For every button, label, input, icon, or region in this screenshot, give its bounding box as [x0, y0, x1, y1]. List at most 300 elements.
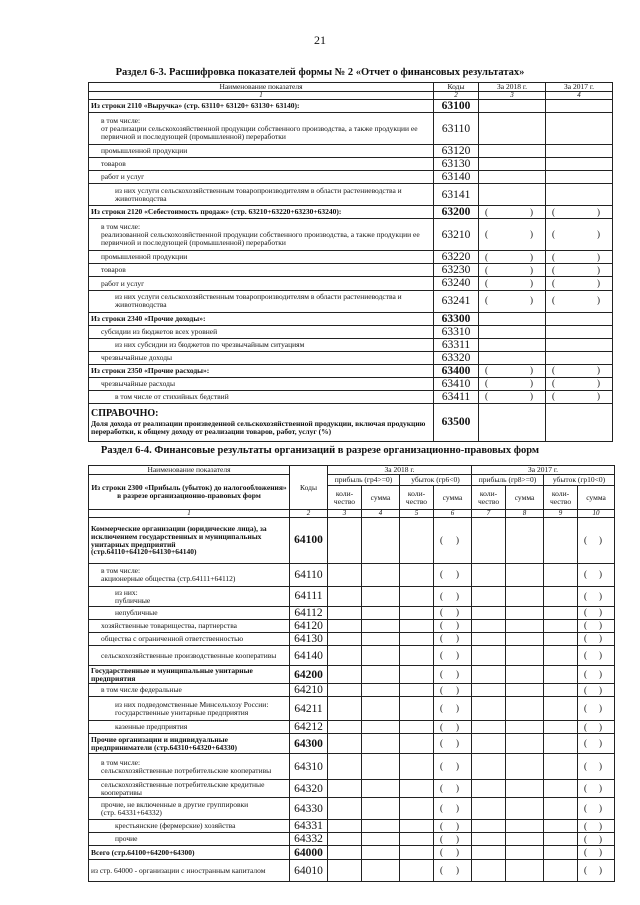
profit-2018-count [328, 721, 362, 734]
value-2017 [546, 377, 613, 390]
paren-close: ) [597, 251, 600, 262]
profit-2018-sum [362, 697, 400, 721]
paren-open: ( [584, 607, 588, 618]
paren-close: ) [456, 703, 460, 714]
profit-2017-count [472, 846, 506, 860]
profit-2018-count [328, 820, 362, 833]
profit-2018-sum [362, 587, 400, 607]
value-2017 [546, 364, 613, 377]
profit-2018-sum [362, 846, 400, 860]
paren-open: ( [552, 391, 555, 402]
loss-2018-sum [434, 754, 472, 780]
row-label: в том числе: акционерные общества (стр.64111+64112) [89, 564, 290, 587]
paren-open: ( [584, 820, 588, 831]
table-row [89, 697, 615, 721]
loss-2017-sum [578, 820, 615, 833]
row-code: 63140 [434, 171, 479, 184]
table-row [89, 113, 613, 145]
table-row [89, 780, 615, 798]
loss-2017-count [544, 721, 578, 734]
paren-close: ) [530, 264, 533, 275]
table-row [89, 684, 615, 697]
paren-open: ( [440, 847, 443, 858]
value-2018 [479, 100, 546, 113]
row-label: Всего (стр.64100+64200+64300) [89, 846, 290, 860]
section-6-3-title: Раздел 6-3. Расшифровка показателей формы № 2 «Отчет о финансовых результатах» [115, 67, 525, 78]
header-profit-2017: прибыль (гр8>=0) [472, 475, 544, 486]
table-row [89, 206, 613, 219]
value-2017 [546, 277, 613, 290]
value-2018 [479, 290, 546, 312]
profit-2018-sum [362, 721, 400, 734]
row-code: 63230 [434, 264, 479, 277]
row-label: промышленной продукции [89, 251, 434, 264]
value-2018 [479, 325, 546, 338]
loss-2018-count [400, 607, 434, 620]
profit-2018-sum [362, 754, 400, 780]
paren-open: ( [552, 251, 555, 262]
value-2018 [479, 277, 546, 290]
value-2017 [546, 100, 613, 113]
profit-2018-count [328, 587, 362, 607]
loss-2017-sum [578, 564, 615, 587]
table-row [89, 846, 615, 860]
paren-close: ) [597, 378, 600, 389]
loss-2018-sum [434, 607, 472, 620]
table-row [89, 860, 615, 882]
row-label: Из строки 2350 «Прочие расходы»: [89, 364, 434, 377]
paren-close: ) [599, 721, 603, 732]
profit-2017-count [472, 820, 506, 833]
header-name: Наименование показателя [89, 466, 290, 475]
paren-open: ( [584, 703, 588, 714]
value-2017 [546, 251, 613, 264]
loss-2017-count [544, 684, 578, 697]
loss-2017-sum [578, 860, 615, 882]
loss-2018-count [400, 721, 434, 734]
paren-open: ( [552, 277, 555, 288]
paren-open: ( [584, 620, 588, 631]
row-label: работ и услуг [89, 277, 434, 290]
loss-2018-sum [434, 564, 472, 587]
value-2017 [546, 403, 613, 441]
profit-2018-count [328, 734, 362, 754]
table-row [89, 633, 615, 646]
paren-open: ( [440, 633, 443, 644]
paren-open: ( [584, 534, 588, 545]
row-label: промышленной продукции [89, 145, 434, 158]
profit-2018-sum [362, 734, 400, 754]
profit-2017-sum [506, 780, 544, 798]
header-count: коли- чество [328, 486, 362, 510]
profit-2017-count [472, 780, 506, 798]
paren-open: ( [485, 277, 488, 288]
profit-2017-sum [506, 646, 544, 666]
paren-open: ( [584, 761, 588, 772]
profit-2017-sum [506, 587, 544, 607]
colnum: 1 [89, 510, 290, 518]
row-code: 63200 [434, 206, 479, 219]
colnum: 3 [479, 92, 546, 100]
table-row [89, 754, 615, 780]
paren-close: ) [599, 820, 603, 831]
row-code: 63320 [434, 351, 479, 364]
profit-2018-count [328, 518, 362, 564]
header-sum: сумма [362, 486, 400, 510]
header-loss-2017: убыток (гр10<0) [544, 475, 615, 486]
colnum: 2 [290, 510, 328, 518]
loss-2017-sum [578, 780, 615, 798]
paren-close: ) [599, 620, 603, 631]
paren-close: ) [599, 633, 603, 644]
loss-2017-count [544, 798, 578, 820]
paren-close: ) [530, 229, 533, 240]
profit-2018-count [328, 666, 362, 684]
loss-2017-sum [578, 754, 615, 780]
paren-open: ( [440, 590, 443, 601]
profit-2018-sum [362, 820, 400, 833]
row-code: 63220 [434, 251, 479, 264]
value-2017 [546, 264, 613, 277]
header-count: коли- чество [400, 486, 434, 510]
row-label: крестьянские (фермерские) хозяйства [89, 820, 290, 833]
section-6-4-title: Раздел 6-4. Финансовые результаты организаций в разрезе организационно-правовых форм [100, 445, 540, 456]
paren-open: ( [485, 295, 488, 306]
value-2018 [479, 219, 546, 251]
profit-2018-count [328, 620, 362, 633]
paren-open: ( [584, 721, 588, 732]
profit-2017-count [472, 620, 506, 633]
profit-2018-sum [362, 646, 400, 666]
paren-close: ) [456, 684, 460, 695]
loss-2017-sum [578, 697, 615, 721]
row-label: из них услуги сельскохозяйственным товаропроизводителям в области растениеводства и животноводства [89, 290, 434, 312]
profit-2018-sum [362, 564, 400, 587]
loss-2017-sum [578, 587, 615, 607]
row-code: 64010 [290, 860, 328, 882]
paren-close: ) [599, 761, 603, 772]
loss-2018-count [400, 734, 434, 754]
header-2018: За 2018 г. [479, 83, 546, 92]
colnum: 1 [89, 92, 434, 100]
paren-open: ( [552, 229, 555, 240]
paren-open: ( [584, 684, 588, 695]
paren-close: ) [599, 668, 603, 679]
paren-open: ( [440, 668, 443, 679]
loss-2018-count [400, 587, 434, 607]
paren-close: ) [456, 607, 460, 618]
row-label: в том числе от стихийных бедствий [89, 390, 434, 403]
row-label: хозяйственные товарищества, партнерства [89, 620, 290, 633]
loss-2018-count [400, 833, 434, 846]
row-code: 64332 [290, 833, 328, 846]
header-codes: Коды [290, 466, 328, 510]
row-code: 64212 [290, 721, 328, 734]
value-2017 [546, 113, 613, 145]
header-name: Наименование показателя [89, 83, 434, 92]
paren-open: ( [584, 633, 588, 644]
profit-2017-count [472, 860, 506, 882]
row-code: 64000 [290, 846, 328, 860]
profit-2017-sum [506, 754, 544, 780]
loss-2017-sum [578, 607, 615, 620]
row-label: в том числе: сельскохозяйственные потребительские кооперативы [89, 754, 290, 780]
row-code: 64320 [290, 780, 328, 798]
row-code: 63241 [434, 290, 479, 312]
loss-2018-sum [434, 666, 472, 684]
loss-2017-count [544, 666, 578, 684]
value-2018 [479, 312, 546, 325]
row-code: 64331 [290, 820, 328, 833]
paren-open: ( [440, 721, 443, 732]
row-code: 63311 [434, 338, 479, 351]
paren-close: ) [456, 721, 460, 732]
paren-close: ) [597, 206, 600, 217]
paren-close: ) [456, 865, 460, 876]
row-label: Прочие организации и индивидуальные предприниматели (стр.64310+64320+64330) [89, 734, 290, 754]
value-2017 [546, 158, 613, 171]
paren-close: ) [456, 847, 460, 858]
row-code: 64211 [290, 697, 328, 721]
table-row [89, 820, 615, 833]
value-2017 [546, 325, 613, 338]
row-code: 63240 [434, 277, 479, 290]
row-label: товаров [89, 158, 434, 171]
profit-2017-sum [506, 666, 544, 684]
value-2017 [546, 290, 613, 312]
table-row [89, 564, 615, 587]
value-2017 [546, 219, 613, 251]
table-row [89, 158, 613, 171]
value-2018 [479, 145, 546, 158]
paren-open: ( [584, 865, 588, 876]
loss-2017-count [544, 833, 578, 846]
paren-open: ( [485, 251, 488, 262]
table-row [89, 721, 615, 734]
row-label: Из строки 2110 «Выручка» (стр. 63110+ 63120+ 63130+ 63140): [89, 100, 434, 113]
row-code: 63120 [434, 145, 479, 158]
profit-2018-sum [362, 518, 400, 564]
row-label: чрезвычайные расходы [89, 377, 434, 390]
profit-2017-sum [506, 564, 544, 587]
loss-2018-count [400, 754, 434, 780]
profit-2017-count [472, 607, 506, 620]
loss-2018-count [400, 780, 434, 798]
colnum: 5 [400, 510, 434, 518]
row-code: 63400 [434, 364, 479, 377]
table-row [89, 290, 613, 312]
paren-open: ( [440, 803, 443, 814]
profit-2018-count [328, 780, 362, 798]
row-label: Из строки 2120 «Себестоимость продаж» (стр. 63210+63220+63230+63240): [89, 206, 434, 219]
row-code: 64130 [290, 633, 328, 646]
value-2018 [479, 206, 546, 219]
table-row [89, 184, 613, 206]
loss-2018-sum [434, 587, 472, 607]
value-2017 [546, 338, 613, 351]
paren-close: ) [456, 633, 460, 644]
reference-title: СПРАВОЧНО: [91, 408, 159, 420]
row-code: 64200 [290, 666, 328, 684]
row-code: 64111 [290, 587, 328, 607]
paren-open: ( [485, 229, 488, 240]
profit-2017-count [472, 833, 506, 846]
loss-2017-count [544, 754, 578, 780]
paren-open: ( [440, 865, 443, 876]
value-2017 [546, 184, 613, 206]
row-label: в том числе федеральные [89, 684, 290, 697]
paren-open: ( [552, 206, 555, 217]
paren-open: ( [584, 847, 588, 858]
colnum: 9 [544, 510, 578, 518]
loss-2018-count [400, 518, 434, 564]
table-row [89, 219, 613, 251]
colnum: 2 [434, 92, 479, 100]
profit-2018-count [328, 860, 362, 882]
paren-close: ) [599, 649, 603, 660]
header-sum: сумма [506, 486, 544, 510]
loss-2017-count [544, 780, 578, 798]
reference-label [89, 403, 434, 441]
colnum: 4 [362, 510, 400, 518]
table-row [89, 338, 613, 351]
row-code: 63110 [434, 113, 479, 145]
table-row [89, 390, 613, 403]
value-2018 [479, 158, 546, 171]
paren-close: ) [530, 295, 533, 306]
loss-2017-sum [578, 734, 615, 754]
loss-2018-count [400, 620, 434, 633]
row-label: в том числе: реализованной сельскохозяйственной продукции собственного производства, а также продукции ее первичной и последующей (промышленной) переработки [89, 219, 434, 251]
row-code: 64310 [290, 754, 328, 780]
loss-2017-sum [578, 518, 615, 564]
profit-2018-sum [362, 607, 400, 620]
loss-2018-count [400, 646, 434, 666]
paren-close: ) [597, 295, 600, 306]
row-label: сельскохозяйственные потребительские кредитные кооперативы [89, 780, 290, 798]
loss-2017-sum [578, 721, 615, 734]
row-label: из стр. 64000 - организации с иностранным капиталом [89, 860, 290, 882]
paren-open: ( [440, 833, 443, 844]
paren-open: ( [552, 378, 555, 389]
paren-close: ) [597, 277, 600, 288]
paren-open: ( [584, 569, 588, 580]
page-number: 21 [314, 33, 326, 47]
row-label: чрезвычайные доходы [89, 351, 434, 364]
row-label: из них услуги сельскохозяйственным товаропроизводителям в области растениеводства и животноводства [89, 184, 434, 206]
paren-close: ) [456, 783, 460, 794]
paren-close: ) [456, 668, 460, 679]
table-row [89, 145, 613, 158]
value-2018 [479, 351, 546, 364]
row-label: сельскохозяйственные производственные кооперативы [89, 646, 290, 666]
profit-2017-sum [506, 684, 544, 697]
loss-2018-count [400, 820, 434, 833]
paren-close: ) [599, 590, 603, 601]
row-label: непубличные [89, 607, 290, 620]
paren-open: ( [440, 649, 443, 660]
profit-2017-sum [506, 833, 544, 846]
paren-close: ) [599, 783, 603, 794]
paren-close: ) [599, 684, 603, 695]
value-2018 [479, 403, 546, 441]
profit-2018-count [328, 697, 362, 721]
loss-2017-count [544, 633, 578, 646]
loss-2018-sum [434, 633, 472, 646]
row-label: Из строки 2340 «Прочие доходы»: [89, 312, 434, 325]
paren-open: ( [485, 378, 488, 389]
profit-2018-sum [362, 833, 400, 846]
loss-2017-sum [578, 684, 615, 697]
loss-2017-sum [578, 833, 615, 846]
paren-close: ) [456, 738, 460, 749]
row-label: субсидии из бюджетов всех уровней [89, 325, 434, 338]
colnum: 6 [434, 510, 472, 518]
loss-2018-count [400, 684, 434, 697]
loss-2017-count [544, 620, 578, 633]
profit-2018-count [328, 798, 362, 820]
profit-2017-sum [506, 820, 544, 833]
value-2017 [546, 351, 613, 364]
paren-close: ) [456, 833, 460, 844]
paren-open: ( [440, 703, 443, 714]
paren-close: ) [599, 847, 603, 858]
loss-2018-sum [434, 860, 472, 882]
paren-open: ( [440, 738, 443, 749]
profit-2017-count [472, 587, 506, 607]
loss-2018-sum [434, 820, 472, 833]
loss-2018-sum [434, 684, 472, 697]
paren-open: ( [584, 649, 588, 660]
profit-2017-count [472, 646, 506, 666]
loss-2017-sum [578, 798, 615, 820]
row-label: казенные предприятия [89, 721, 290, 734]
paren-open: ( [584, 783, 588, 794]
colnum: 4 [546, 92, 613, 100]
row-code: 64330 [290, 798, 328, 820]
profit-2017-count [472, 798, 506, 820]
row-code: 63410 [434, 377, 479, 390]
paren-open: ( [440, 607, 443, 618]
row-label: прочие, не включенные в другие группировки (стр. 64331+64332) [89, 798, 290, 820]
table-row [89, 646, 615, 666]
profit-2017-sum [506, 620, 544, 633]
paren-close: ) [597, 229, 600, 240]
paren-close: ) [456, 590, 460, 601]
paren-close: ) [456, 534, 460, 545]
loss-2017-sum [578, 646, 615, 666]
profit-2018-sum [362, 780, 400, 798]
row-code: 63500 [434, 403, 479, 441]
loss-2018-count [400, 564, 434, 587]
loss-2018-sum [434, 697, 472, 721]
profit-2018-sum [362, 633, 400, 646]
loss-2018-count [400, 860, 434, 882]
profit-2018-sum [362, 684, 400, 697]
header-2017: За 2017 г. [472, 466, 615, 475]
paren-close: ) [599, 833, 603, 844]
paren-close: ) [597, 264, 600, 275]
paren-close: ) [456, 803, 460, 814]
row-code: 64210 [290, 684, 328, 697]
loss-2017-count [544, 820, 578, 833]
value-2018 [479, 171, 546, 184]
table-row [89, 587, 615, 607]
header-count: коли- чество [472, 486, 506, 510]
row-code: 63411 [434, 390, 479, 403]
value-2017 [546, 145, 613, 158]
paren-open: ( [440, 783, 443, 794]
